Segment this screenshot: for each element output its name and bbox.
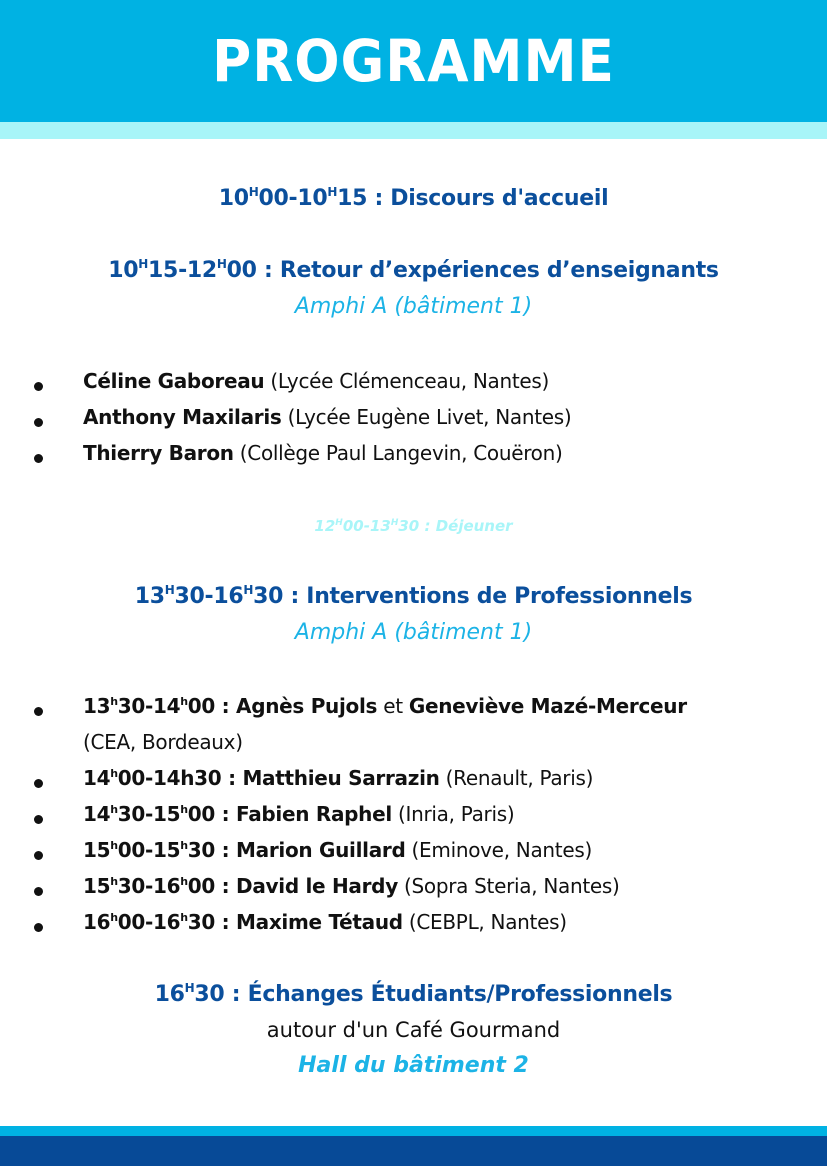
time-min: 00 (258, 186, 289, 211)
talk-time: 00 : (187, 802, 237, 826)
speaker-name: Matthieu Sarrazin (242, 766, 440, 790)
section-title: : Échanges Étudiants/Professionnels (224, 982, 673, 1007)
bullet-icon (34, 418, 43, 427)
time-sep: h (180, 695, 188, 708)
list-item (0, 405, 827, 441)
talk-time: 14 (83, 802, 111, 826)
list-item (0, 838, 827, 874)
time-min: 15 (337, 186, 368, 211)
time-sep: h (110, 767, 118, 780)
bullet-icon (34, 815, 43, 824)
section-title: : Retour d’expériences d’enseignants (256, 258, 719, 283)
bullet-icon (34, 382, 43, 391)
speaker-affiliation: (Eminove, Nantes) (405, 838, 592, 862)
speaker-affiliation: (Inria, Paris) (391, 802, 515, 826)
talk-time: 15 (83, 838, 111, 862)
list-item (0, 802, 827, 838)
time-sep: h (110, 803, 118, 816)
time-sep: h (180, 875, 188, 888)
list-item (0, 441, 827, 477)
time-sep: h (180, 839, 188, 852)
time-hour: 13 (369, 517, 391, 535)
list-item (0, 910, 827, 946)
bullet-icon (34, 779, 43, 788)
footer-stripe (0, 1126, 827, 1136)
talk-time: 30 : (187, 910, 237, 934)
time-sep: h (110, 839, 118, 852)
time-hour: 16 (154, 982, 185, 1007)
talk-time: 00-14h30 : (117, 766, 243, 790)
bullet-icon (34, 923, 43, 932)
talk-time: 30 : (187, 838, 237, 862)
speaker-name: Anthony Maxilaris (83, 405, 282, 429)
time-min: 30 (398, 517, 420, 535)
speaker-name: Marion Guillard (236, 838, 406, 862)
list-item (0, 766, 827, 802)
time-sep: H (184, 981, 195, 995)
talk-time: 15 (83, 874, 111, 898)
time-sep: H (335, 518, 343, 528)
speaker-affiliation: (Sopra Steria, Nantes) (397, 874, 620, 898)
time-hour: 10 (218, 186, 249, 211)
speaker-name: Fabien Raphel (236, 802, 392, 826)
time-hour: 13 (134, 584, 165, 609)
bullet-icon (34, 707, 43, 716)
speaker-name: Agnès Pujols (236, 694, 378, 718)
time-min: 00 (226, 258, 257, 283)
talk-time: 13 (83, 694, 111, 718)
section-title: : Interventions de Professionnels (283, 584, 693, 609)
speaker-affiliation: (Lycée Eugène Livet, Nantes) (281, 405, 572, 429)
time-sep: H (248, 185, 259, 199)
talk-time: 16 (83, 910, 111, 934)
time-sep: h (110, 695, 118, 708)
talk-time: 00 : (187, 694, 237, 718)
talk-time: 30-15 (117, 802, 181, 826)
section-professionals-location: Amphi A (bâtiment 1) (294, 620, 533, 645)
page-title: PROGRAMME (212, 27, 615, 95)
speaker-affiliation: (Renault, Paris) (439, 766, 594, 790)
time-sep: H (138, 257, 149, 271)
time-sep: h (180, 911, 188, 924)
joiner-text: et (377, 694, 409, 718)
talk-time: 00-15 (117, 838, 181, 862)
talk-time: 14 (83, 766, 111, 790)
speaker-affiliation: (Lycée Clémenceau, Nantes) (264, 369, 550, 393)
list-item (0, 874, 827, 910)
speaker-name: Céline Gaboreau (83, 369, 265, 393)
section-exchanges-heading (0, 982, 827, 1007)
speaker-name: David le Hardy (236, 874, 398, 898)
time-hour: 10 (297, 186, 328, 211)
time-sep: h (110, 911, 118, 924)
bullet-icon (34, 851, 43, 860)
speaker-affiliation: (CEBPL, Nantes) (402, 910, 567, 934)
section-lunch-heading: $12^H00-13^H30$ : Déjeuner (314, 517, 513, 535)
talk-time: 00 : (187, 874, 237, 898)
header-stripe (0, 122, 827, 139)
time-sep: H (216, 257, 227, 271)
time-min: 30 (174, 584, 205, 609)
time-sep: H (327, 185, 338, 199)
section-welcome-heading: $10^H00-10^H15$ : Discours d'accueil (218, 185, 609, 211)
bullet-icon (34, 454, 43, 463)
section-exchanges-location: Hall du bâtiment 2 (298, 1053, 529, 1078)
time-hour: 12 (186, 258, 217, 283)
speaker-affiliation: (CEA, Bordeaux) (83, 730, 243, 754)
time-min: 15 (148, 258, 179, 283)
time-sep: H (164, 583, 175, 597)
talk-time: 30-14 (117, 694, 181, 718)
time-min: 30 (194, 982, 225, 1007)
time-sep: h (110, 875, 118, 888)
speaker-name: Maxime Tétaud (236, 910, 403, 934)
talk-time: 00-16 (117, 910, 181, 934)
time-sep: H (243, 583, 254, 597)
section-exchanges-subtitle: autour d'un Café Gourmand (266, 1018, 561, 1042)
bullet-icon (34, 887, 43, 896)
section-title: : Discours d'accueil (367, 186, 609, 211)
speaker-name: Geneviève Mazé-Merceur (408, 694, 687, 718)
time-hour: 12 (314, 517, 336, 535)
time-hour: 10 (108, 258, 139, 283)
talk-time: 30-16 (117, 874, 181, 898)
time-sep: H (390, 518, 399, 528)
speaker-affiliation: (Collège Paul Langevin, Couëron) (233, 441, 563, 465)
section-teachers-heading: $10^H15-12^H00$ : Retour d’expériences d’enseignants (108, 257, 719, 283)
section-professionals-heading: $13^H30-16^H30$ : Interventions de Professionnels (134, 583, 693, 609)
time-min: 30 (253, 584, 284, 609)
section-teachers-location: Amphi A (bâtiment 1) (294, 294, 533, 319)
time-hour: 16 (213, 584, 244, 609)
time-sep: h (180, 803, 188, 816)
footer-band (0, 1136, 827, 1166)
speaker-name: Thierry Baron (83, 441, 234, 465)
time-min: 00 (342, 517, 364, 535)
list-item (0, 369, 827, 405)
section-title: : Déjeuner (419, 517, 513, 535)
list-item (0, 694, 827, 730)
